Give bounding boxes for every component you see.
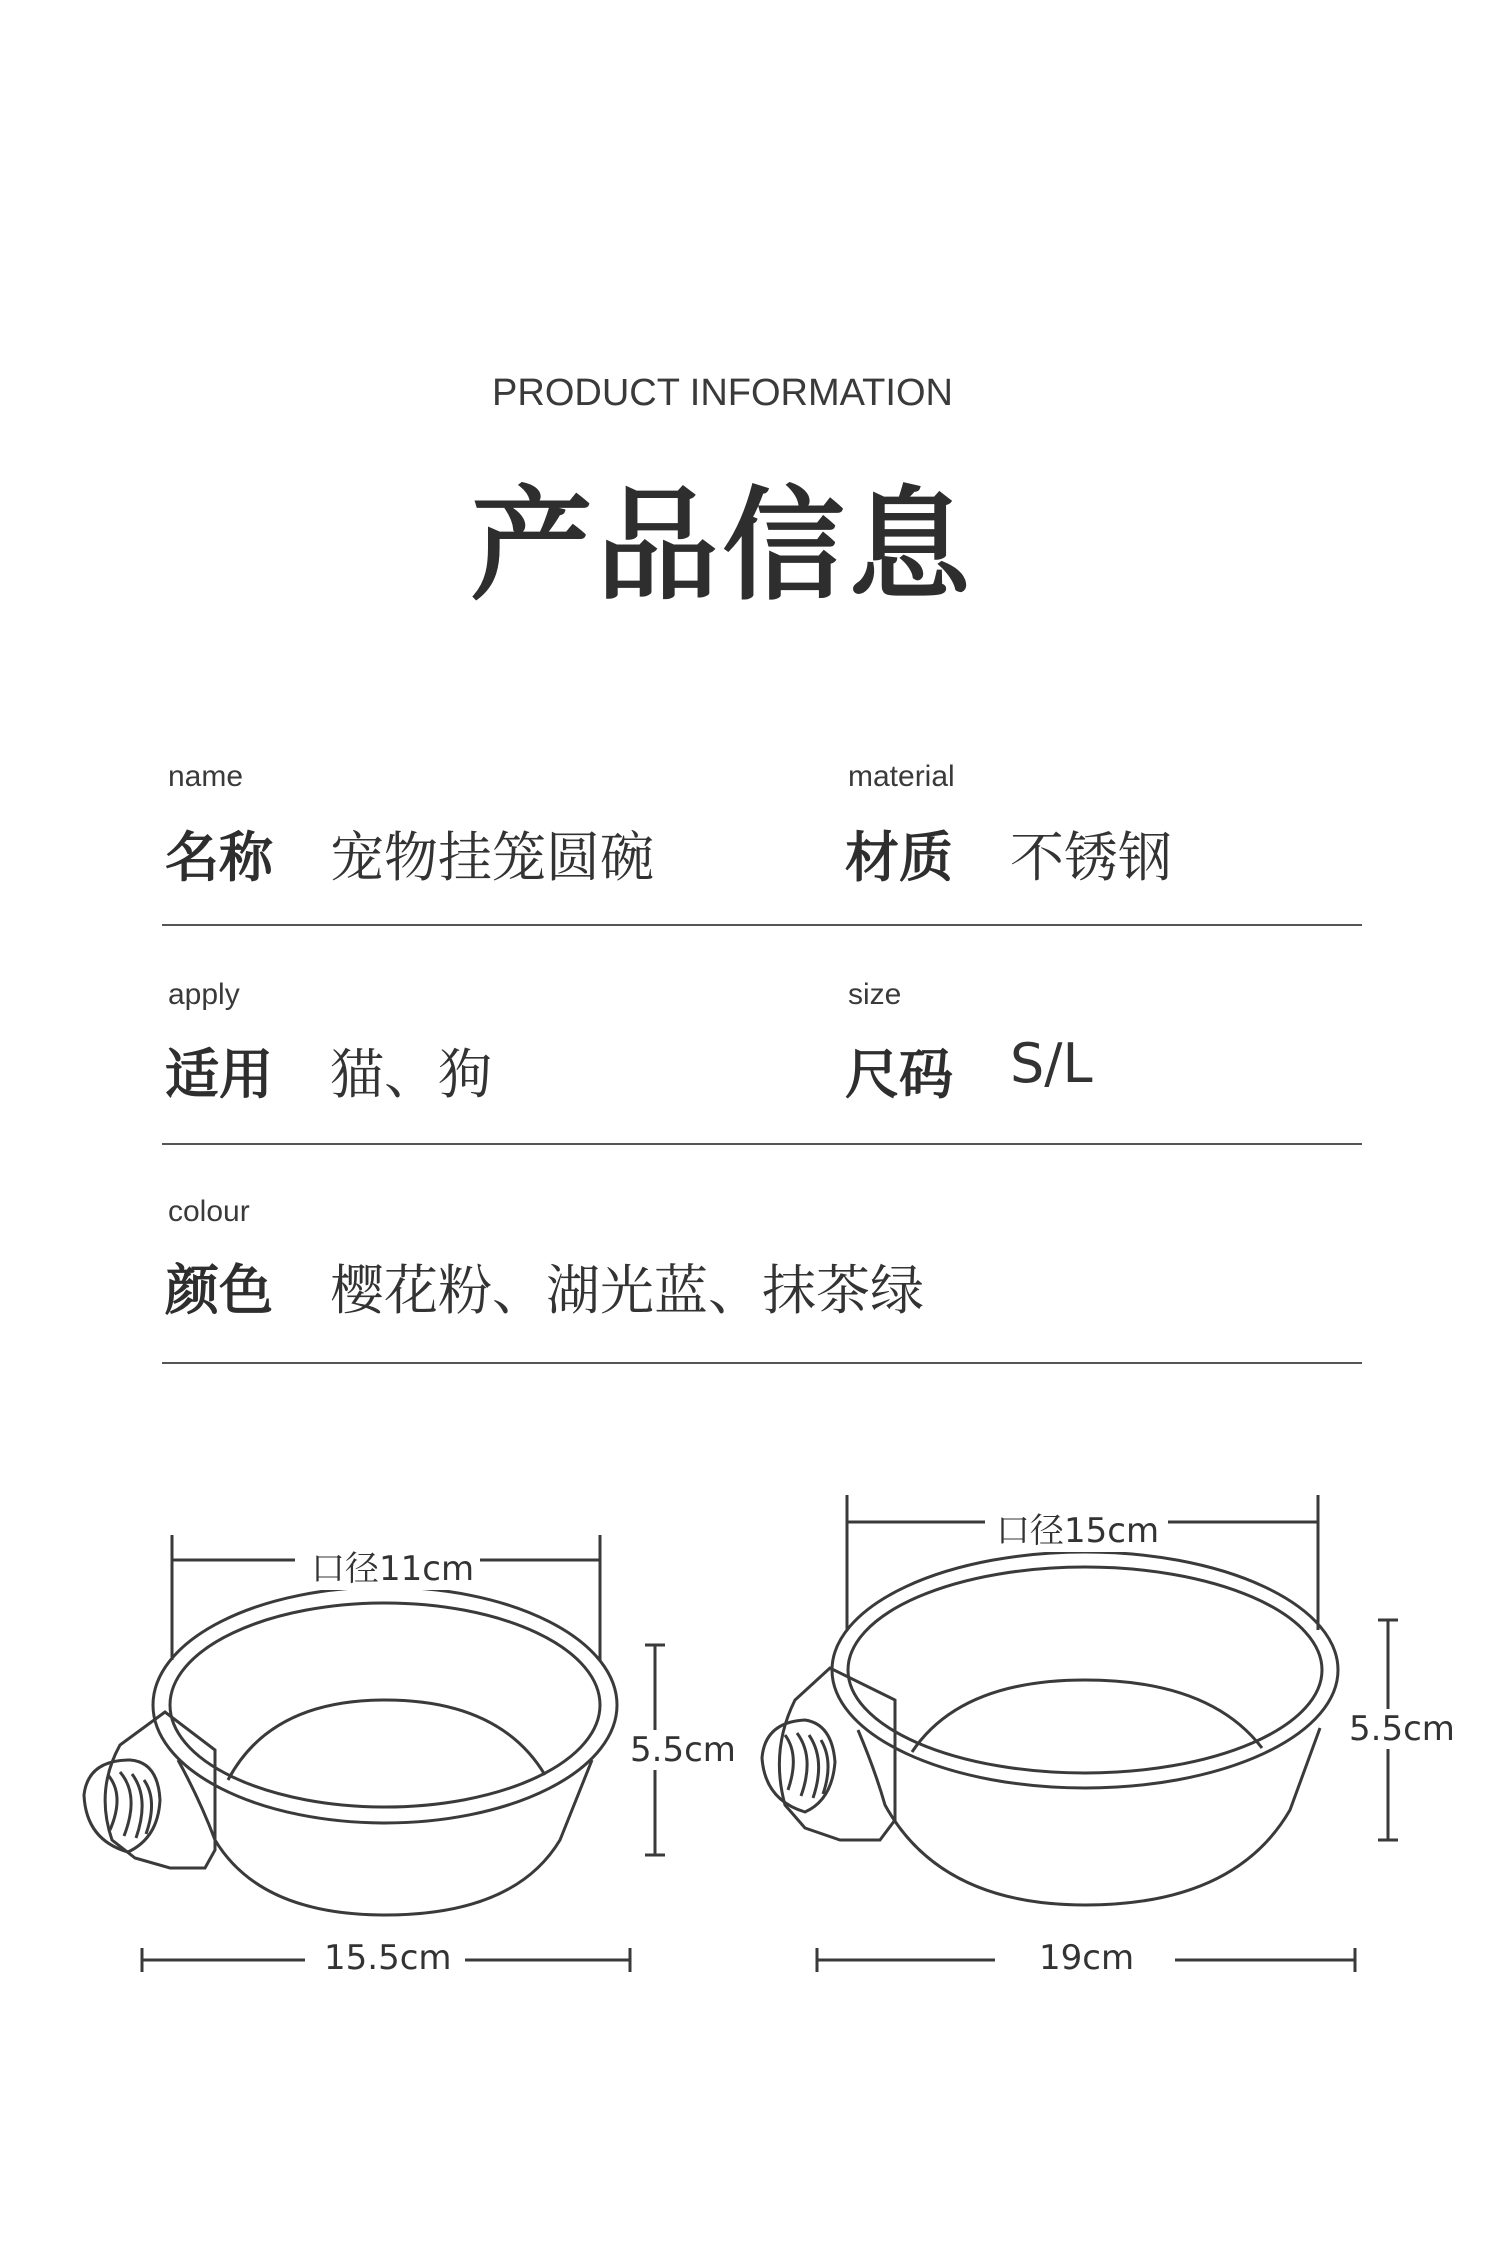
small-mouth-label: 口径11cm [305, 1541, 480, 1590]
small-width-label: 15.5cm [318, 1938, 458, 1978]
large-height-label: 5.5cm [1343, 1709, 1461, 1749]
field-name-en: name [168, 760, 244, 793]
field-apply-value: 猫、狗 [330, 1043, 492, 1106]
large-mouth-label: 口径15cm [990, 1503, 1165, 1552]
large-bowl-drawing [762, 1495, 1398, 1972]
small-height-label: 5.5cm [624, 1730, 742, 1770]
large-width-label: 19cm [1033, 1938, 1140, 1978]
field-size-value: S/L [1010, 1032, 1093, 1095]
field-colour-en: colour [168, 1195, 250, 1228]
field-apply-key: 适用 [165, 1043, 273, 1106]
field-size-key: 尺码 [845, 1043, 953, 1106]
field-apply-en: apply [168, 978, 240, 1011]
field-material-value: 不锈钢 [1010, 826, 1172, 889]
subtitle-en: PRODUCT INFORMATION [492, 372, 953, 414]
field-name-key: 名称 [165, 826, 273, 889]
field-colour-value: 樱花粉、湖光蓝、抹茶绿 [330, 1259, 924, 1322]
field-material-en: material [848, 760, 955, 793]
field-name-value: 宠物挂笼圆碗 [330, 826, 654, 889]
page-title: 产品信息 [470, 475, 975, 617]
small-bowl-drawing [84, 1535, 665, 1972]
field-colour-key: 颜色 [165, 1259, 273, 1322]
field-size-en: size [848, 978, 902, 1011]
field-material-key: 材质 [845, 826, 953, 889]
